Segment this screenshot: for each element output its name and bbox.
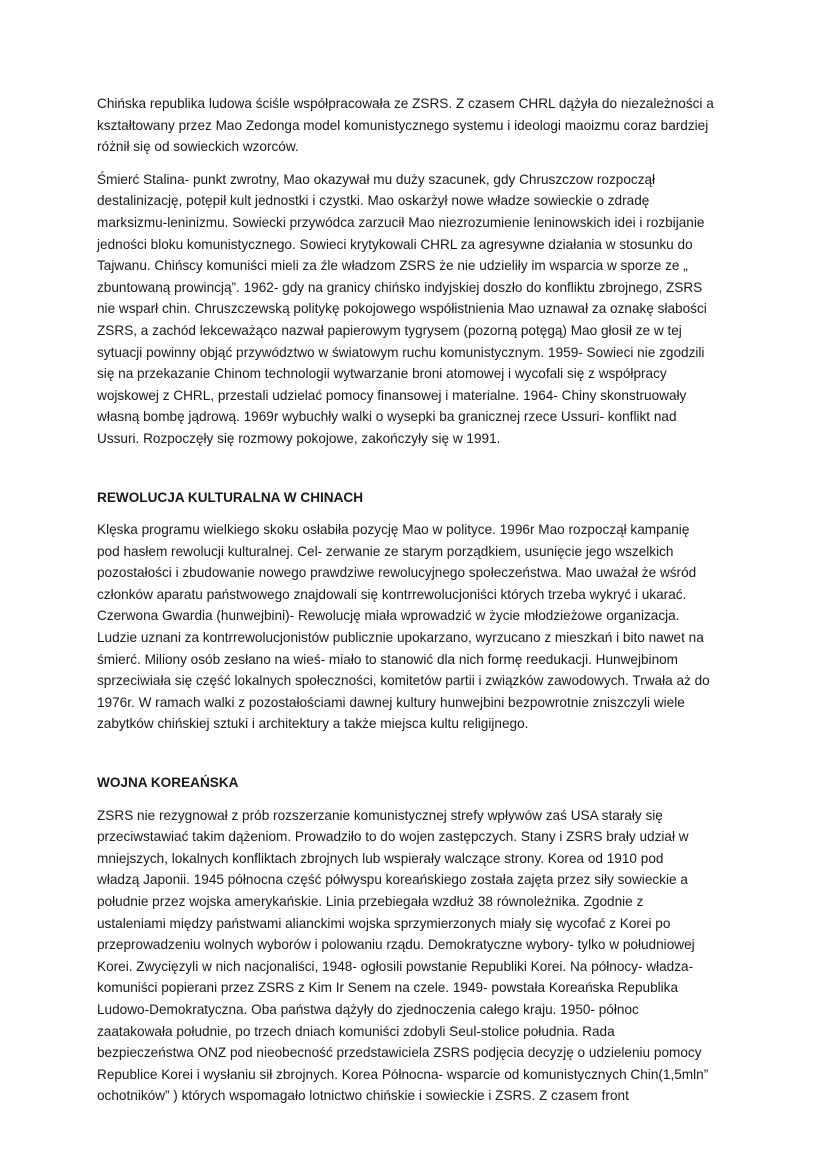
text-line: komuniści popierani przez ZSRS z Kim Ir Senem na czele. 1949- powstała Koreańska Republika xyxy=(97,980,679,996)
text-line: kształtowany przez Mao Zedonga model komunistycznego systemu i ideologi maoizmu coraz bardziej xyxy=(97,117,709,133)
text-line: śmierć. Miliony osób zesłano na wieś- miało to stanowić dla nich formę reedukacji. Hunwejbinom xyxy=(97,651,679,667)
text-line: Ussuri. Rozpoczęły się rozmowy pokojowe, zakończyły się w 1991. xyxy=(97,430,501,446)
text-line: Ludowo-Demokratyczna. Oba państwa dążyły do zjednoczenia całego kraju. 1950- północ xyxy=(97,1001,639,1017)
text-line: pozostałości i zbudowanie nowego prawdziwe rewolucyjnego społeczeństwa. Mao uważał że wśród xyxy=(97,565,697,581)
text-line: ZSRS, a zachód lekceważąco nazwał papierowym tygrysem (pozorną potęgą) Mao głosił ze w tej xyxy=(97,322,682,338)
text-line: własną bombę jądrową. 1969r wybuchły walki o wysepki ba granicznej rzece Ussuri- konflikt nad xyxy=(97,409,677,425)
paragraph-smierc-stalina xyxy=(97,169,745,450)
paragraph-wojna-koreanska xyxy=(97,805,745,1107)
text-line: pod hasłem rewolucji kulturalnej. Cel- zerwanie ze starym porządkiem, usunięcie jego wszelkich xyxy=(97,543,674,559)
text-line: sprzeciwiała się część lokalnych społeczności, komitetów partii i związków zawodowych. Trwała aż do xyxy=(97,673,710,689)
text-line: przeciwstawiać takim dążeniom. Prowadziło to do wojen zastępczych. Stany i ZSRS brały udział w xyxy=(97,829,689,845)
paragraph-chrl-zsrs xyxy=(97,93,745,158)
text-line: przeprowadzeniu wolnych wyborów i polowaniu rządu. Demokratyczne wybory- tylko w południowej xyxy=(97,937,695,953)
text-line: południe przez wojska amerykańskie. Linia przebiegała wzdłuż 38 równoleżnika. Zgodnie z xyxy=(97,894,644,909)
text-line: sytuacji powinny objąć przywództwo w światowym ruchu komunistycznym. 1959- Sowieci nie zgodzili xyxy=(97,344,705,360)
text-line: mniejszych, lokalnych konfliktach zbrojnych lub wspierały walczące strony. Korea od 1910 pod xyxy=(97,850,664,866)
text-line: Republice Korei i wysłaniu sił zbrojnych. Korea Północna- wsparcie od komunistycznych Chin(1,5mln” xyxy=(97,1066,709,1082)
text-line: Korei. Zwycięzyli w nich nacjonaliści, 1948- ogłosili powstanie Republiki Korei. Na północy- władza- xyxy=(97,958,694,974)
text-line: 1976r. W ramach walki z pozostałościami dawnej kultury hunwejbini bezpowrotnie zniszczyli wiele xyxy=(97,694,685,710)
section-heading-rewolucja-kulturalna: REWOLUCJA KULTURALNA W CHINACH xyxy=(97,489,364,505)
text-line: ZSRS nie rezygnował z prób rozszerzanie komunistycznej strefy wpływów zaś USA starały się xyxy=(97,807,663,823)
section-heading-wojna-koreanska: WOJNA KOREAŃSKA xyxy=(97,775,239,791)
text-line: destalinizację, potępił kult jednostki i czystki. Mao oskarżył nowe władze sowieckie o zdradę xyxy=(97,193,650,209)
text-line: różnił się od sowieckich wzorców. xyxy=(97,139,299,155)
text-line: zabytków chińskiej sztuki i architektury a także miejsca kultu religijnego. xyxy=(97,716,529,732)
text-line: ochotników” ) których wspomagało lotnictwo chińskie i sowieckie i ZSRS. Z czasem front xyxy=(97,1088,629,1104)
text-line: się na przekazanie Chinom technologii wytwarzanie broni atomowej i wycofali się z współpracy xyxy=(97,366,667,382)
text-line: zaatakowała południe, po trzech dniach komuniści zdobyli Seul-stolice południa. Rada xyxy=(97,1023,615,1039)
text-line: Chińska republika ludowa ściśle współpracowała ze ZSRS. Z czasem CHRL dążyła do niezależności a xyxy=(97,96,714,111)
text-line: Tajwanu. Chińscy komuniści mieli za źle władzom ZSRS że nie udzieliły im wsparcia w sporze ze „ xyxy=(97,258,688,274)
paragraph-rewolucja-kulturalna xyxy=(97,519,745,735)
text-line: wojskowej z CHRL, przestali udzielać pomocy finansowej i materialne. 1964- Chiny skonstruowały xyxy=(97,387,687,403)
text-line: zbuntowaną prowincją”. 1962- gdy na granicy chińsko indyjskiej doszło do konfliktu zbrojnego, ZSRS xyxy=(97,279,703,295)
text-line: jedności bloku komunistycznego. Sowieci krytykowali CHRL za agresywne działania w stosunku do xyxy=(97,236,693,252)
text-line: członków aparatu państwowego znajdowali się kontrrewolucjoniści których trzeba wykryć i ukarać. xyxy=(97,586,687,602)
text-line: ustaleniami między państwami alianckimi wojska sprzymierzonych miały się wycofać z Korei po xyxy=(97,915,671,931)
text-line: bezpieczeństwa ONZ pod nieobecność przedstawiciela ZSRS podjęcia decyzję o udzieleniu pomocy xyxy=(97,1045,702,1061)
text-line: władzą Japonii. 1945 północna część półwyspu koreańskiego została zajęta przez siły sowieckie a xyxy=(97,872,688,888)
document-body xyxy=(97,93,745,1107)
text-line: marksizmu-leninizmu. Sowiecki przywódca zarzucił Mao niezrozumienie leninowskich idei i rozbijanie xyxy=(97,214,705,230)
text-line: Czerwona Gwardia (hunwejbini)- Rewolucję miała wprowadzić w życie młodzieżowe organizacja. xyxy=(97,608,680,624)
text-line: Klęska programu wielkiego skoku osłabiła pozycję Mao w polityce. 1996r Mao rozpoczął kampanię xyxy=(97,522,690,538)
text-line: Ludzie uznani za kontrrewolucjonistów publicznie upokarzano, wyrzucano z mieszkań i bito nawet na xyxy=(97,630,704,646)
text-line: nie wsparł chin. Chruszczewską politykę pokojowego współistnienia Mao uznawał za oznakę słabości xyxy=(97,301,707,317)
text-line: Śmierć Stalina- punkt zwrotny, Mao okazywał mu duży szacunek, gdy Chruszczow rozpoczął xyxy=(97,171,656,187)
